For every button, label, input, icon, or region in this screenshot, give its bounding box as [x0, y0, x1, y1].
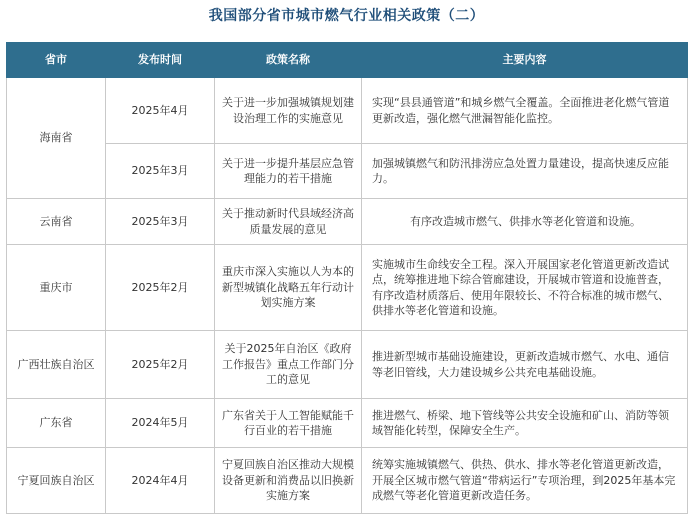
- content-cell: 推进新型城市基础设施建设，更新改造城市燃气、水电、通信等老旧管线，大力建设城乡公共充电基础设施。: [362, 331, 688, 399]
- table-row: [7, 399, 688, 448]
- policy-name-cell: 宁夏回族自治区推动大规模设备更新和消费品以旧换新实施方案: [215, 448, 362, 514]
- policy-name-cell: 关于进一步加强城镇规划建设治理工作的实施意见: [215, 78, 362, 144]
- province-cell: 云南省: [7, 199, 106, 245]
- table-row: [7, 78, 688, 144]
- province-cell: 宁夏回族自治区: [7, 448, 106, 514]
- policy-name-cell: 关于推动新时代县域经济高质量发展的意见: [215, 199, 362, 245]
- province-cell: 重庆市: [7, 245, 106, 331]
- policy-name-cell: 广东省关于人工智能赋能千行百业的若干措施: [215, 399, 362, 448]
- content-cell: 推进燃气、桥梁、地下管线等公共安全设施和矿山、消防等领域智能化转型，保障安全生产。: [362, 399, 688, 448]
- date-cell: 2024年4月: [106, 448, 215, 514]
- province-cell: 广西壮族自治区: [7, 331, 106, 399]
- header-date: 发布时间: [106, 43, 215, 78]
- header-province: 省市: [7, 43, 106, 78]
- content-cell: 加强城镇燃气和防汛排涝应急处置力量建设，提高快速反应能力。: [362, 144, 688, 199]
- date-cell: 2025年3月: [106, 144, 215, 199]
- date-cell: 2024年5月: [106, 399, 215, 448]
- content-cell: 实施城市生命线安全工程。深入开展国家老化管道更新改造试点，统筹推进地下综合管廊建设，开展城市管道和设施普查，有序改造材质落后、使用年限较长、不符合标准的城市燃气、供排水等老化管道和设施。: [362, 245, 688, 331]
- table-header-row: [7, 43, 688, 78]
- content-cell: 实现“县县通管道”和城乡燃气全覆盖。全面推进老化燃气管道更新改造，强化燃气泄漏智能化监控。: [362, 78, 688, 144]
- header-policy-name: 政策名称: [215, 43, 362, 78]
- table-row: [7, 448, 688, 514]
- table-row: [7, 331, 688, 399]
- policy-name-cell: 重庆市深入实施以人为本的新型城镇化战略五年行动计划实施方案: [215, 245, 362, 331]
- date-cell: 2025年2月: [106, 331, 215, 399]
- province-cell: 广东省: [7, 399, 106, 448]
- page-title: 我国部分省市城市燃气行业相关政策（二）: [208, 8, 485, 24]
- content-cell: 有序改造城市燃气、供排水等老化管道和设施。: [362, 199, 688, 245]
- date-cell: 2025年2月: [106, 245, 215, 331]
- header-content: 主要内容: [362, 43, 688, 78]
- date-cell: 2025年4月: [106, 78, 215, 144]
- date-cell: 2025年3月: [106, 199, 215, 245]
- table-row: [7, 245, 688, 331]
- table-row: [7, 144, 688, 199]
- policy-name-cell: 关于进一步提升基层应急管理能力的若干措施: [215, 144, 362, 199]
- policy-table: [6, 42, 688, 514]
- province-cell: 海南省: [7, 78, 106, 199]
- policy-name-cell: 关于2025年自治区《政府工作报告》重点工作部门分工的意见: [215, 331, 362, 399]
- table-row: [7, 199, 688, 245]
- content-cell: 统筹实施城镇燃气、供热、供水、排水等老化管道更新改造，开展全区城市燃气管道“带病运行”专项治理，到2025年基本完成燃气等老化管道更新改造任务。: [362, 448, 688, 514]
